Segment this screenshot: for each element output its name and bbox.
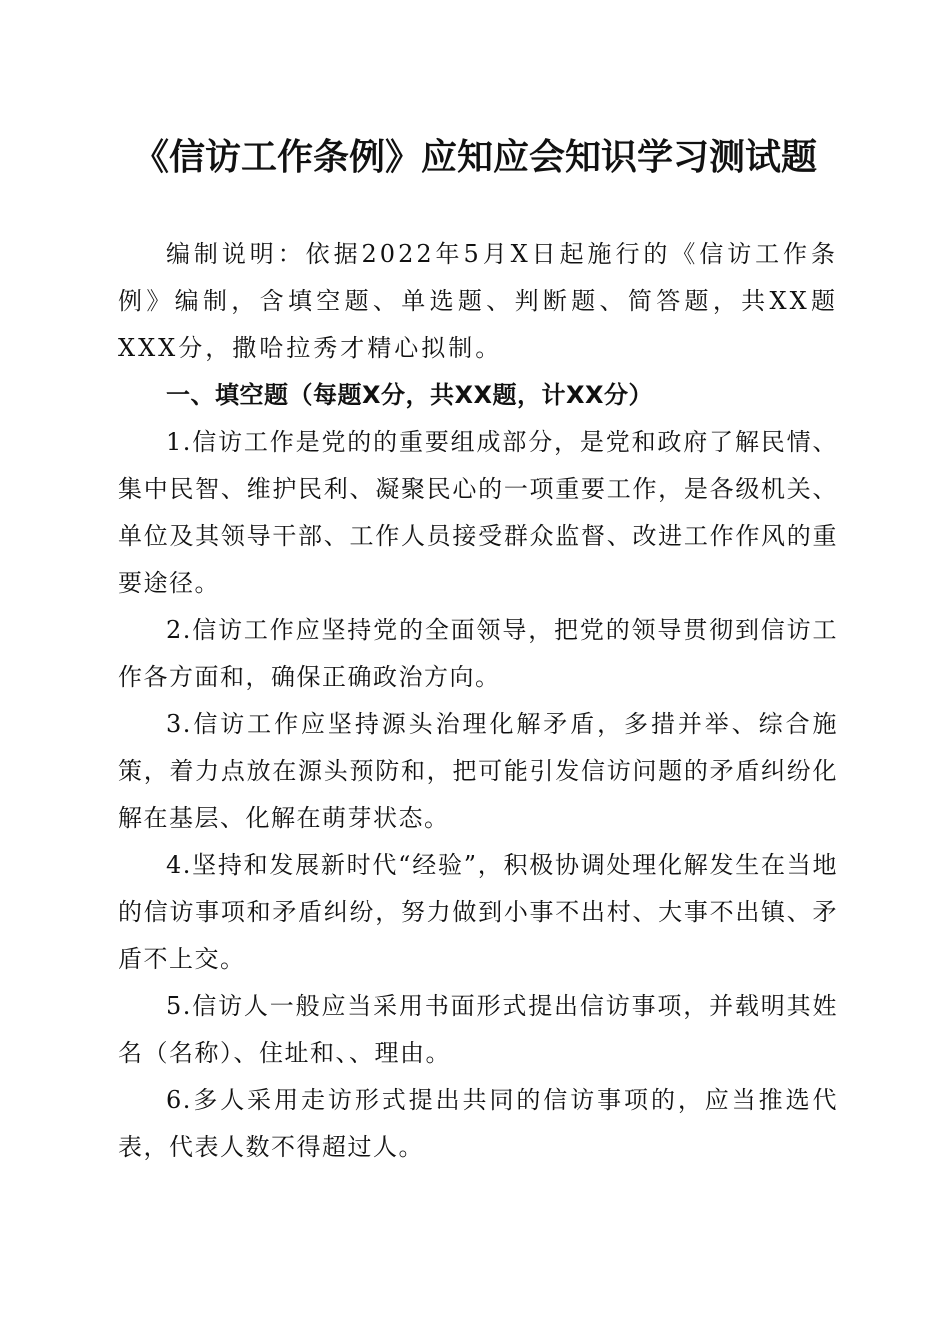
section-heading-fill-in: 一、填空题（每题X分，共XX题，计XX分） (166, 381, 654, 409)
question-item: 1.信访工作是党的的重要组成部分，是党和政府了解民情、集中民智、维护民利、凝聚民心的一项重要工作，是各级机关、单位及其领导干部、工作人员接受群众监督、改进工作作风的重要途径。 (118, 428, 838, 597)
question-item: 4.坚持和发展新时代“经验”，积极协调处理化解发生在当地的信访事项和矛盾纠纷，努力做到小事不出村、大事不出镇、矛盾不上交。 (118, 851, 838, 973)
compilation-note: 编制说明：依据2022年5月X日起施行的《信访工作条例》编制，含填空题、单选题、判断题、简答题，共XX题XXX分，撒哈拉秀才精心拟制。 (118, 240, 838, 362)
question-item: 5.信访人一般应当采用书面形式提出信访事项，并载明其姓名（名称）、住址和、、理由。 (118, 992, 838, 1067)
document-body (118, 231, 838, 1171)
question-item: 3.信访工作应坚持源头治理化解矛盾，多措并举、综合施策，着力点放在源头预防和，把可能引发信访问题的矛盾纠纷化解在基层、化解在萌芽状态。 (118, 710, 838, 832)
question-item: 6.多人采用走访形式提出共同的信访事项的，应当推选代表，代表人数不得超过人。 (118, 1086, 838, 1161)
question-item: 2.信访工作应坚持党的全面领导，把党的领导贯彻到信访工作各方面和，确保正确政治方向。 (118, 616, 838, 691)
document-title: 《信访工作条例》应知应会知识学习测试题 (132, 137, 817, 178)
